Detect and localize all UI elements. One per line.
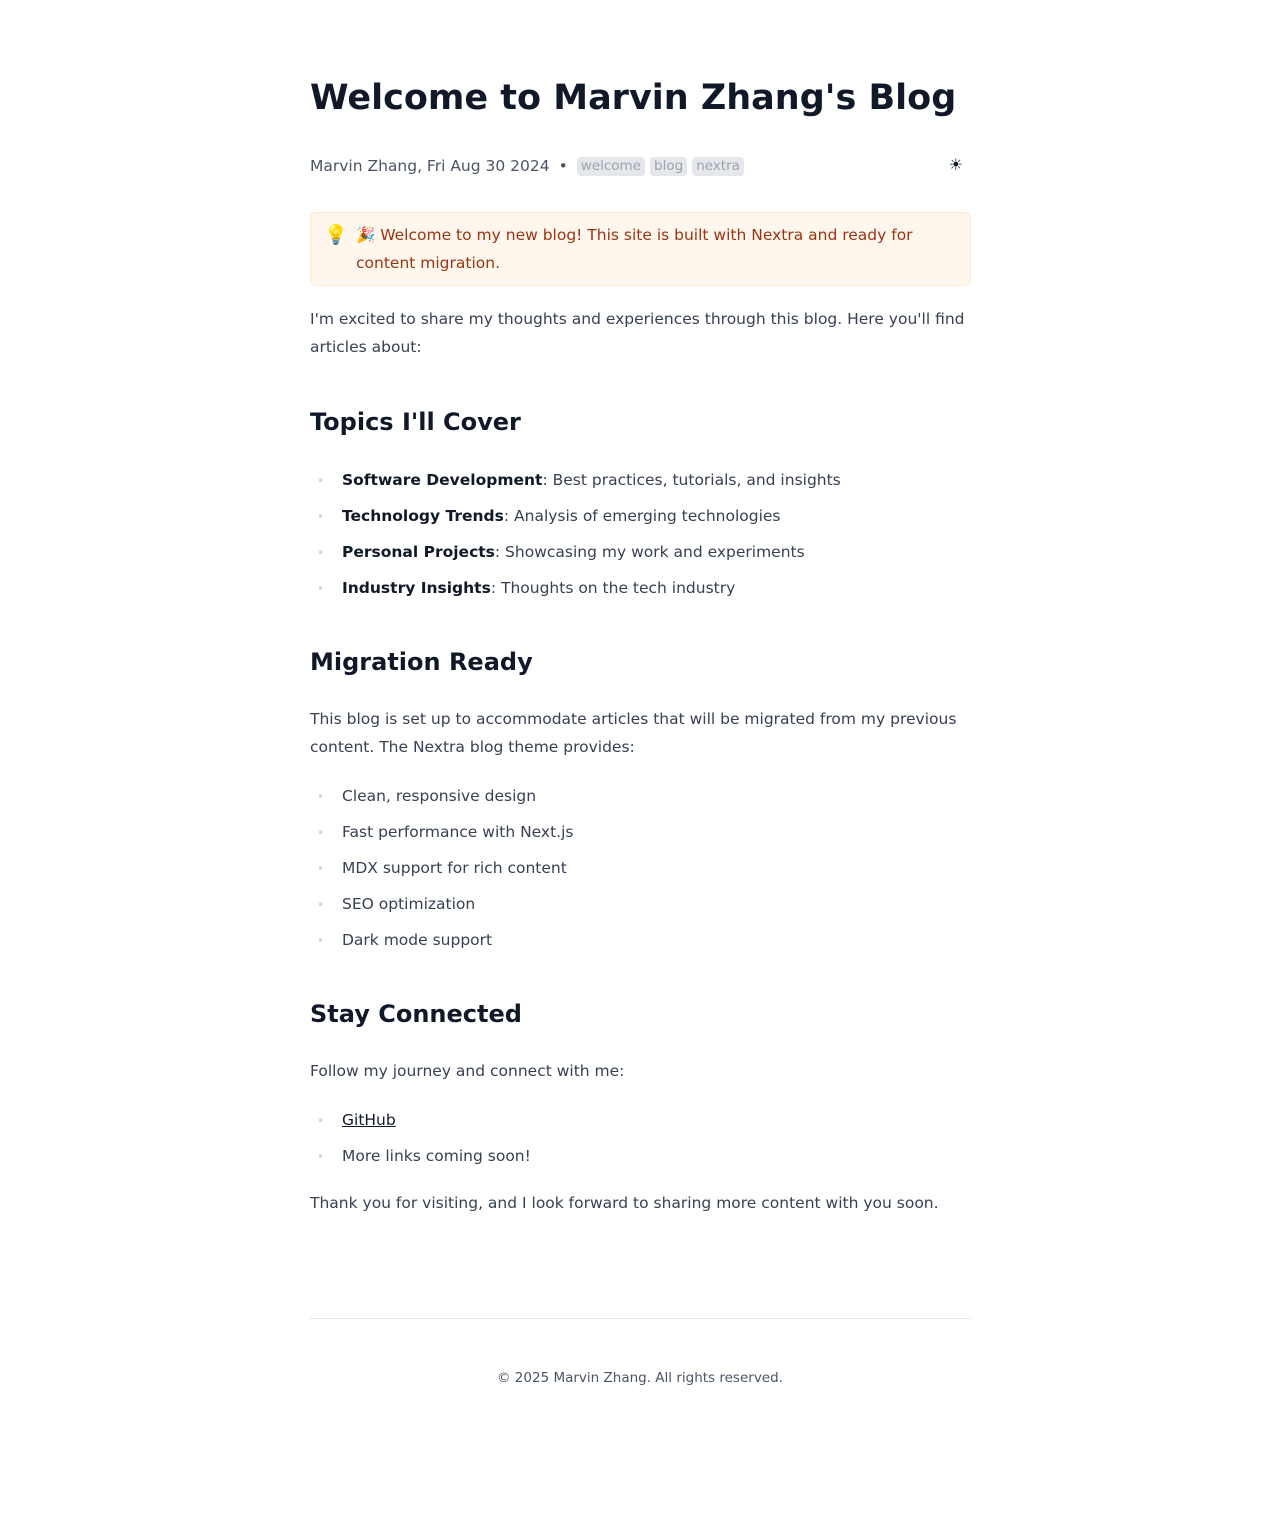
feature-text: Fast performance with Next.js [342,823,574,841]
topic-term: Technology Trends [342,507,504,525]
byline: Marvin Zhang, Fri Aug 30 2024 [310,157,550,175]
list-item [310,894,574,930]
list-item [310,822,574,858]
topic-desc: : Thoughts on the tech industry [490,579,736,597]
bullet-icon: • [317,510,325,524]
feature-text: Clean, responsive design [342,787,537,805]
meta-separator: • [558,157,568,175]
connect-heading: Stay Connected [310,1000,522,1028]
tag-nextra[interactable]: nextra [692,157,744,176]
topic-desc: : Best practices, tutorials, and insights [542,471,841,489]
footer-copyright: © 2025 Marvin Zhang. All rights reserved. [497,1370,783,1386]
list-item [310,858,574,894]
tag-blog[interactable]: blog [650,157,687,176]
topics-heading: Topics I'll Cover [310,408,521,436]
callout-text: 🎉 Welcome to my new blog! This site is built with Nextra and ready for content migration. [356,226,913,272]
topic-term: Personal Projects [342,543,495,561]
topic-desc: : Showcasing my work and experiments [494,543,805,561]
closing-paragraph: Thank you for visiting, and I look forward to sharing more content with you soon. [310,1194,939,1212]
bullet-icon: • [317,898,325,912]
migration-heading: Migration Ready [310,648,533,676]
callout-box [310,212,971,286]
github-link[interactable]: GitHub [342,1111,396,1129]
connect-list [310,1110,531,1182]
bullet-icon: • [317,546,325,560]
list-item [310,1110,531,1146]
list-item [310,542,841,578]
feature-text: Dark mode support [342,931,493,949]
list-item [310,786,574,822]
bullet-icon: • [317,582,325,596]
list-item [310,470,841,506]
topics-list [310,470,841,614]
lightbulb-icon: 💡 [324,224,348,246]
tag-welcome[interactable]: welcome [577,157,645,176]
connect-paragraph: Follow my journey and connect with me: [310,1062,625,1080]
bullet-icon: • [317,862,325,876]
migration-paragraph: This blog is set up to accommodate articles that will be migrated from my previous content. The Nextra blog theme provides: [310,710,957,756]
bullet-icon: • [317,934,325,948]
post-meta [310,155,971,177]
bullet-icon: • [317,826,325,840]
theme-toggle-sun-icon[interactable]: ☀ [948,155,963,174]
feature-text: SEO optimization [342,895,476,913]
topic-term: Software Development [342,471,543,489]
bullet-icon: • [317,1150,325,1164]
more-links-text: More links coming soon! [342,1147,531,1165]
page-title: Welcome to Marvin Zhang's Blog [310,78,957,118]
list-item [310,1146,531,1182]
intro-paragraph: I'm excited to share my thoughts and experiences through this blog. Here you'll find articles about: [310,310,965,356]
features-list [310,786,574,966]
feature-text: MDX support for rich content [342,859,567,877]
list-item [310,930,574,966]
footer-divider [310,1318,971,1319]
bullet-icon: • [317,474,325,488]
topic-term: Industry Insights [342,579,491,597]
list-item [310,506,841,542]
bullet-icon: • [317,1114,325,1128]
bullet-icon: • [317,790,325,804]
topic-desc: : Analysis of emerging technologies [503,507,781,525]
list-item [310,578,841,614]
